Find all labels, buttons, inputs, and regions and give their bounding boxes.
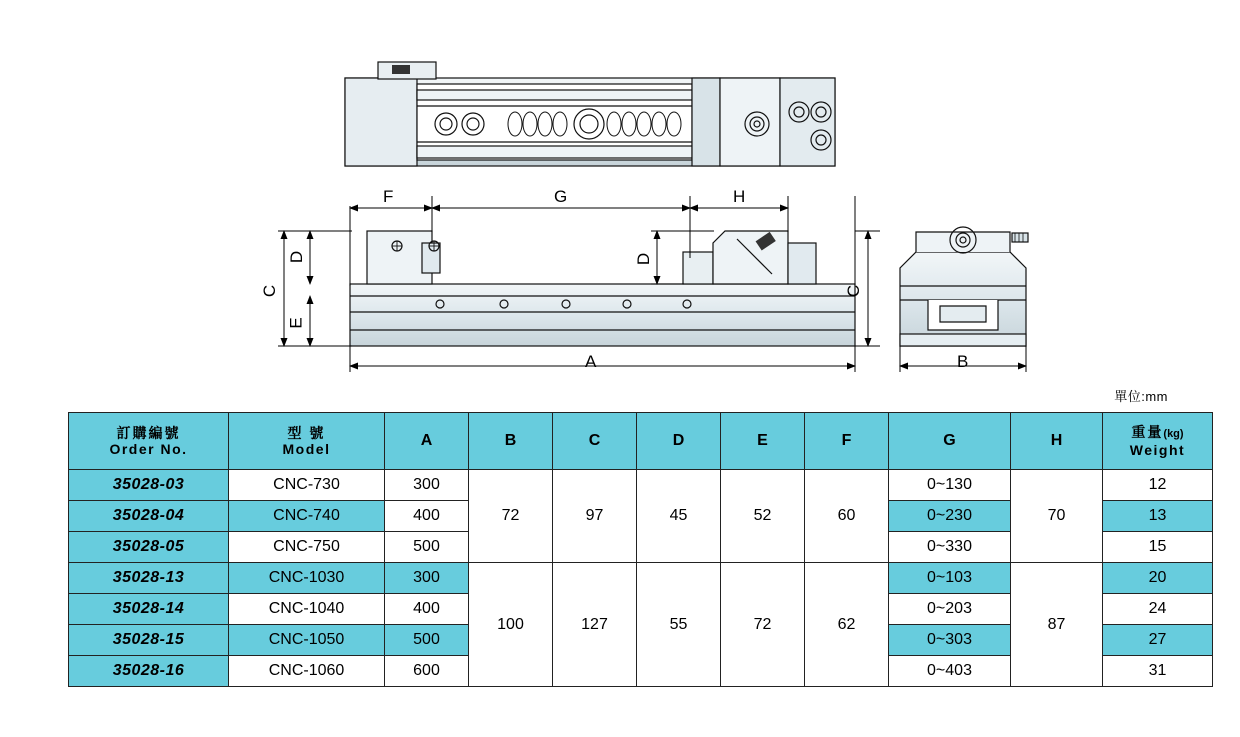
cell-weight: 13 [1103, 501, 1213, 532]
cell-g: 0~203 [889, 594, 1011, 625]
cell-a: 400 [385, 501, 469, 532]
cell-model: CNC-1050 [229, 625, 385, 656]
cell-order-no: 35028-04 [69, 501, 229, 532]
cell-g: 0~130 [889, 470, 1011, 501]
cell-order-no: 35028-05 [69, 532, 229, 563]
cell-h: 70 [1011, 470, 1103, 563]
cell-model: CNC-1060 [229, 656, 385, 687]
dimension-label-h: H [733, 187, 746, 206]
cell-f: 60 [805, 470, 889, 563]
dimension-label-c-left: C [260, 284, 280, 298]
cell-a: 600 [385, 656, 469, 687]
cell-b: 72 [469, 470, 553, 563]
header-c: C [553, 413, 637, 470]
header-d: D [637, 413, 721, 470]
table-header-row [69, 413, 1213, 470]
cell-order-no: 35028-14 [69, 594, 229, 625]
unit-note: 單位:mm [1114, 389, 1168, 404]
cell-order-no: 35028-16 [69, 656, 229, 687]
dimension-label-c-right: C [844, 284, 864, 298]
cell-a: 500 [385, 625, 469, 656]
cell-g: 0~303 [889, 625, 1011, 656]
cell-model: CNC-1030 [229, 563, 385, 594]
header-e: E [721, 413, 805, 470]
dimension-label-d-left: D [287, 250, 307, 264]
header-a: A [385, 413, 469, 470]
dimension-label-g: G [554, 187, 568, 206]
cell-model: CNC-740 [229, 501, 385, 532]
header-order-no: 訂購編號 Order No. [69, 413, 229, 470]
dimension-label-e: E [286, 317, 306, 329]
table-row [69, 470, 1213, 501]
cell-order-no: 35028-13 [69, 563, 229, 594]
dimension-label-f: F [383, 187, 394, 206]
cell-weight: 24 [1103, 594, 1213, 625]
spec-table [68, 412, 1213, 687]
cell-order-no: 35028-03 [69, 470, 229, 501]
cell-weight: 15 [1103, 532, 1213, 563]
header-f: F [805, 413, 889, 470]
cell-a: 300 [385, 563, 469, 594]
cell-e: 52 [721, 470, 805, 563]
cell-g: 0~403 [889, 656, 1011, 687]
cell-weight: 27 [1103, 625, 1213, 656]
cell-a: 300 [385, 470, 469, 501]
dimension-label-a: A [585, 352, 597, 371]
cell-weight: 20 [1103, 563, 1213, 594]
cell-f: 62 [805, 563, 889, 687]
side-view [900, 227, 1028, 346]
cell-g: 0~330 [889, 532, 1011, 563]
header-weight: 重量(kg) Weight [1103, 413, 1213, 470]
cell-a: 400 [385, 594, 469, 625]
cell-g: 0~103 [889, 563, 1011, 594]
front-view [350, 231, 855, 346]
cell-d: 55 [637, 563, 721, 687]
cell-c: 97 [553, 470, 637, 563]
header-b: B [469, 413, 553, 470]
cell-weight: 31 [1103, 656, 1213, 687]
cell-d: 45 [637, 470, 721, 563]
cell-a: 500 [385, 532, 469, 563]
dimension-label-b: B [957, 352, 969, 371]
dimension-label-d-right: D [634, 252, 654, 266]
cell-e: 72 [721, 563, 805, 687]
cell-weight: 12 [1103, 470, 1213, 501]
cell-model: CNC-1040 [229, 594, 385, 625]
spec-table-wrapper [68, 412, 1186, 687]
header-h: H [1011, 413, 1103, 470]
table-row [69, 563, 1213, 594]
cell-order-no: 35028-15 [69, 625, 229, 656]
cell-model: CNC-750 [229, 532, 385, 563]
header-model: 型 號 Model [229, 413, 385, 470]
header-g: G [889, 413, 1011, 470]
cell-b: 100 [469, 563, 553, 687]
cell-g: 0~230 [889, 501, 1011, 532]
cell-model: CNC-730 [229, 470, 385, 501]
cell-c: 127 [553, 563, 637, 687]
cell-h: 87 [1011, 563, 1103, 687]
top-view [345, 62, 835, 166]
